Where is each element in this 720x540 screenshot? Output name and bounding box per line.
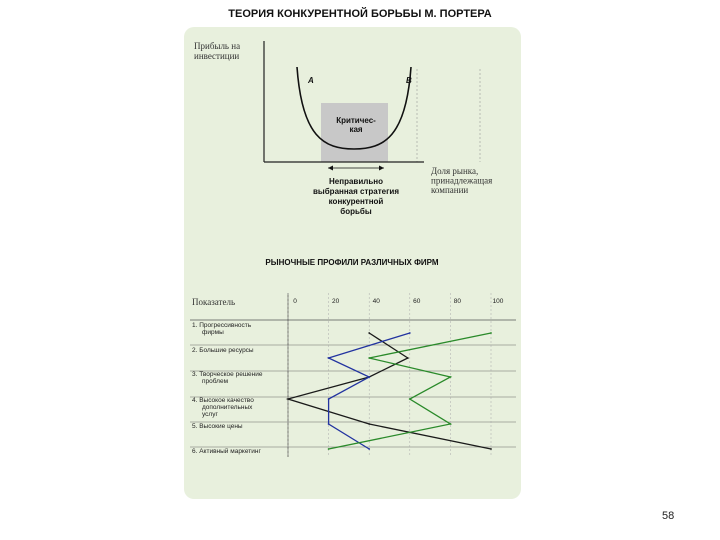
profile-point [287,398,289,400]
profile-point [407,357,409,359]
profile-point [328,448,330,450]
scale-tick-label: 60 [413,298,421,305]
indicator-label: 1. Прогрессивность [192,322,252,329]
indicator-label: дополнительных [202,404,253,411]
profile-point [450,376,452,378]
profile-point [409,398,411,400]
profile-point [490,448,492,450]
label-a: A [308,76,314,85]
indicator-label: 3. Творческое решение [192,371,263,378]
profile-point [368,448,370,450]
profile-point [328,398,330,400]
content-panel [184,27,521,499]
x-axis-label-line: Доля рынка, [431,166,479,176]
scale-tick-label: 20 [331,298,340,305]
label-b: B [406,76,412,85]
y-axis-label-line: Прибыль на [194,41,241,51]
indicator-label: 5. Высокие цены [192,423,243,430]
wrong-strategy-caption: выбранная стратегия [312,187,400,196]
figure-canvas [184,27,521,499]
profile-point [409,332,411,334]
profile-line-1 [288,333,491,449]
x-axis-label-line: компании [431,185,469,195]
wrong-strategy-caption: борьбы [340,207,372,216]
porter-curve-diagram [194,41,492,216]
critical-zone-label: кая [349,125,363,134]
y-axis-label-line: инвестиции [194,51,240,61]
page-number: 58 [662,510,675,522]
profile-point [368,376,370,378]
profile-point [328,357,330,359]
scale-tick-label: 100 [492,298,504,305]
profile-point [450,423,452,425]
scale-tick-label: 80 [453,298,462,305]
slide-title: ТЕОРИЯ КОНКУРЕНТНОЙ БОРЬБЫ М. ПОРТЕРА [228,8,492,20]
profile-point [368,357,370,359]
profile-point [490,332,492,334]
scale-tick-label: 0 [293,298,297,305]
wrong-strategy-caption: конкурентной [328,197,384,206]
market-profiles-chart [190,258,516,457]
indicator-label: 4. Высокое качество [192,397,254,404]
profile-point [328,423,330,425]
profile-point [368,332,370,334]
critical-zone-label: Критичес- [336,116,376,125]
indicator-label: фирмы [202,329,224,336]
profile-point [368,423,370,425]
indicator-label: 2. Большие ресурсы [192,347,254,354]
indicator-label: проблем [202,378,229,385]
range-arrow-head-left [328,166,333,171]
wrong-strategy-caption: Неправильно [329,177,383,186]
x-axis-label-line: принадлежащая [431,175,493,186]
scale-tick-label: 40 [372,298,380,305]
indicator-label: услуг [202,411,218,418]
profiles-title: РЫНОЧНЫЕ ПРОФИЛИ РАЗЛИЧНЫХ ФИРМ [265,258,439,267]
indicator-header: Показатель [192,297,236,307]
indicator-label: 6. Активный маркетинг [192,448,261,455]
range-arrow-head-right [379,166,384,171]
